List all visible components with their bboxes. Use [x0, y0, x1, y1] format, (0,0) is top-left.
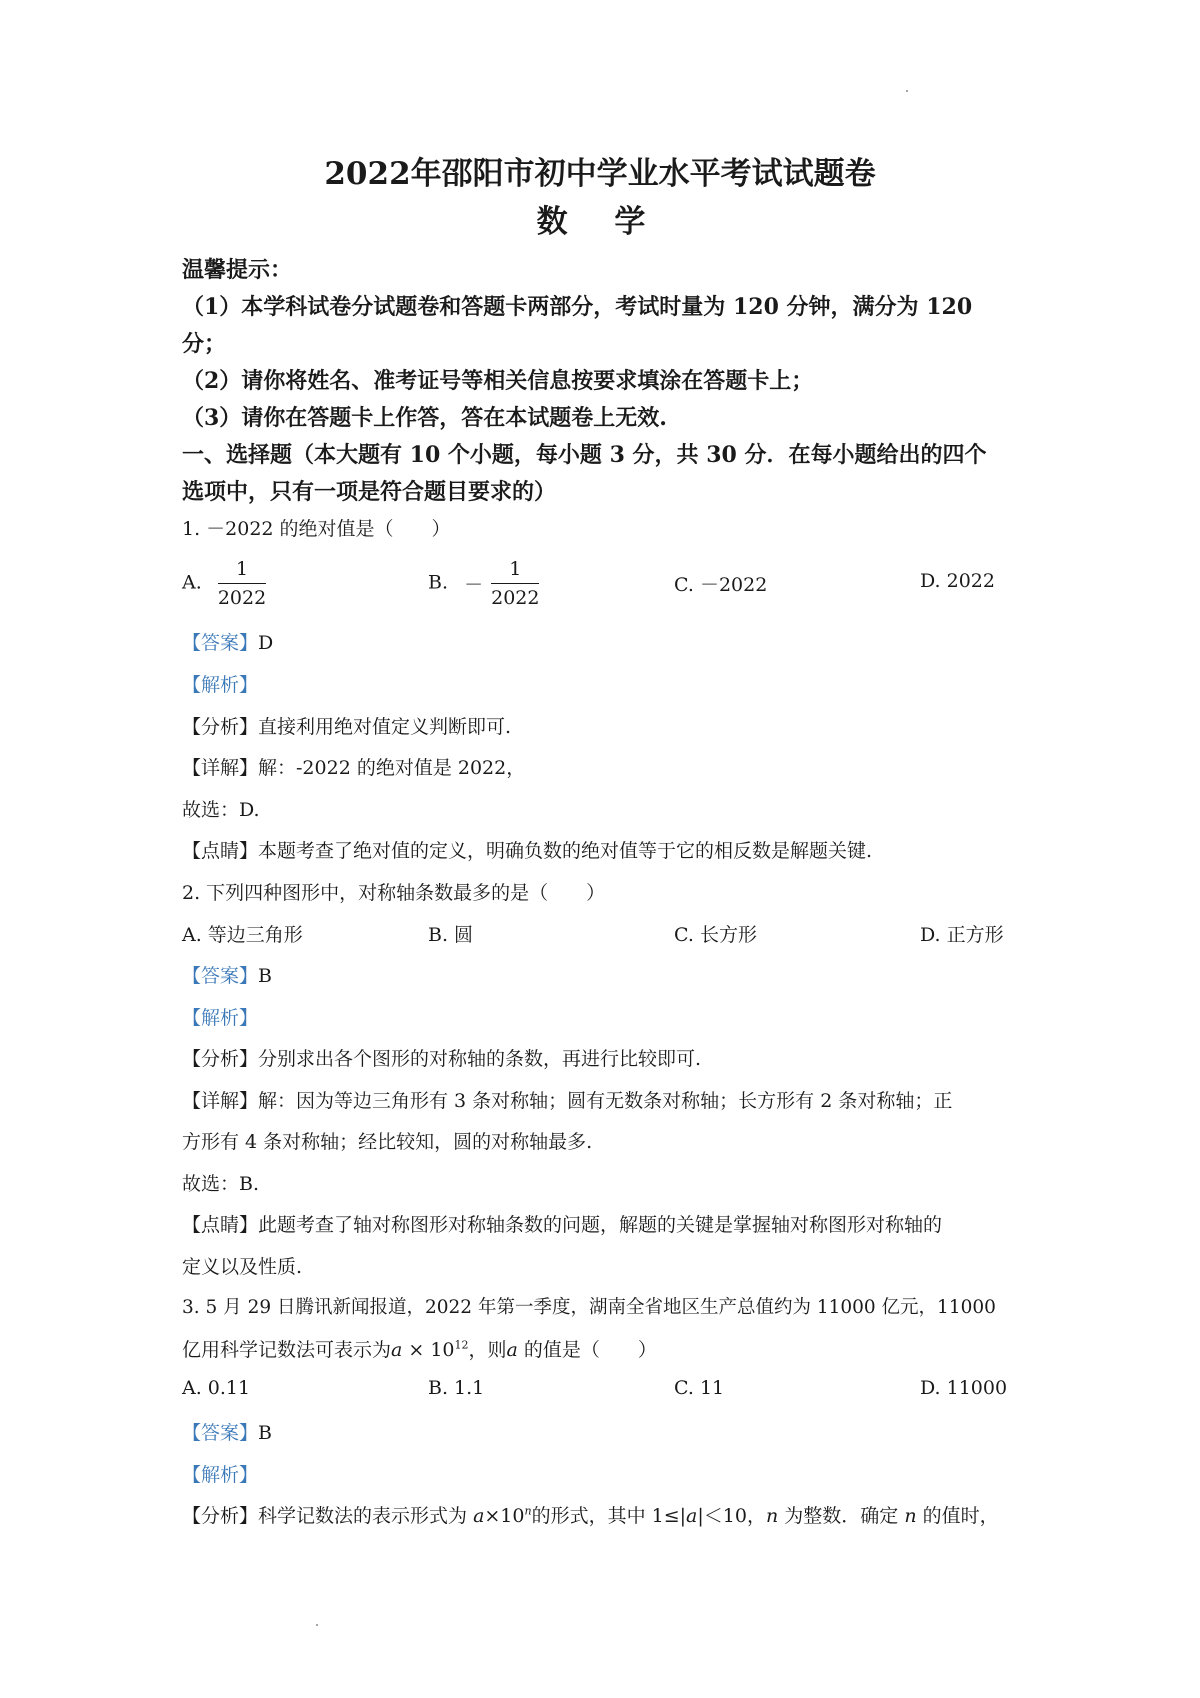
q2-fenxi: 【分析】分别求出各个图形的对称轴的条数，再进行比较即可.	[182, 1048, 702, 1070]
q2-guxuan: 故选：B.	[182, 1173, 260, 1195]
q1-answer: 【答案】D	[182, 632, 274, 654]
q2-stem: 2. 下列四种图形中，对称轴条数最多的是（ ）	[182, 882, 606, 904]
q3-answer: 【答案】B	[182, 1422, 272, 1444]
q2-option-b: B. 圆	[428, 924, 474, 946]
fraction: $\frac{1}{2022}$	[217, 558, 267, 609]
q1-xiangjie: 【详解】解：-2022 的绝对值是 2022，	[182, 757, 526, 779]
q1-dianjing: 【点睛】本题考查了绝对值的定义，明确负数的绝对值等于它的相反数是解题关键.	[182, 840, 873, 862]
q3-stem-cont: 亿用科学记数法可表示为$a \times 10^{12}$，则a 的值是（ ）	[182, 1338, 657, 1361]
notes-heading: 温馨提示：	[182, 257, 293, 283]
q2-option-d: D. 正方形	[920, 924, 1004, 946]
section-1-heading: 一、选择题（本大题有 10 个小题，每小题 3 分，共 30 分．在每小题给出的四个	[182, 442, 987, 468]
scan-speck	[316, 1624, 318, 1626]
q3-option-d: D. 11000	[920, 1377, 1008, 1399]
q3-option-a: A. 0.11	[182, 1377, 251, 1399]
q2-option-a: A. 等边三角形	[182, 924, 303, 946]
fraction: $\frac{1}{2022}$	[491, 558, 540, 609]
exam-title: 2022年邵阳市初中学业水平考试试题卷	[324, 156, 876, 192]
q1-option-a: A. $\frac{1}{2022}$	[182, 558, 267, 609]
scan-speck	[906, 90, 908, 92]
note-2: （2）请你将姓名、准考证号等相关信息按要求填涂在答题卡上；	[182, 368, 814, 394]
q1-option-d: D. 2022	[920, 570, 995, 592]
q2-dianjing: 【点睛】此题考查了轴对称图形对称轴条数的问题，解题的关键是掌握轴对称图形对称轴的	[182, 1214, 943, 1236]
q3-option-b: B. 1.1	[428, 1377, 485, 1399]
q1-fenxi: 【分析】直接利用绝对值定义判断即可.	[182, 716, 512, 738]
note-3: （3）请你在答题卡上作答，答在本试题卷上无效.	[182, 405, 667, 431]
q3-jiexi: 【解析】	[182, 1464, 259, 1486]
note-1-cont: 分；	[182, 331, 227, 357]
q3-option-c: C. 11	[674, 1377, 725, 1399]
note-1: （1）本学科试卷分试题卷和答题卡两部分，考试时量为 120 分钟，满分为 120	[182, 294, 973, 320]
q1-jiexi: 【解析】	[182, 674, 259, 696]
q1-guxuan: 故选：D.	[182, 799, 260, 821]
q2-jiexi: 【解析】	[182, 1007, 259, 1029]
subject-title: 数 学	[536, 204, 664, 240]
q2-xiangjie: 【详解】解：因为等边三角形有 3 条对称轴；圆有无数条对称轴；长方形有 2 条对称轴；正	[182, 1090, 953, 1112]
q2-answer: 【答案】B	[182, 965, 272, 987]
q2-xiangjie-cont: 方形有 4 条对称轴；经比较知，圆的对称轴最多.	[182, 1131, 593, 1153]
q1-option-c: C. －2022	[674, 574, 768, 596]
section-1-heading-cont: 选项中，只有一项是符合题目要求的）	[182, 479, 557, 505]
q3-fenxi: 【分析】科学记数法的表示形式为 $a\times 10^n$的形式，其中 1≤|a|＜10，n 为整数．确定 n 的值时，	[182, 1504, 999, 1527]
q1-option-b: B. － $\frac{1}{2022}$	[428, 558, 540, 609]
q2-option-c: C. 长方形	[674, 924, 757, 946]
q2-dianjing-cont: 定义以及性质.	[182, 1256, 303, 1278]
q1-stem: 1. －2022 的绝对值是（ ）	[182, 518, 451, 540]
q3-stem: 3. 5 月 29 日腾讯新闻报道，2022 年第一季度，湖南全省地区生产总值约为 11000 亿元，11000	[182, 1297, 996, 1318]
